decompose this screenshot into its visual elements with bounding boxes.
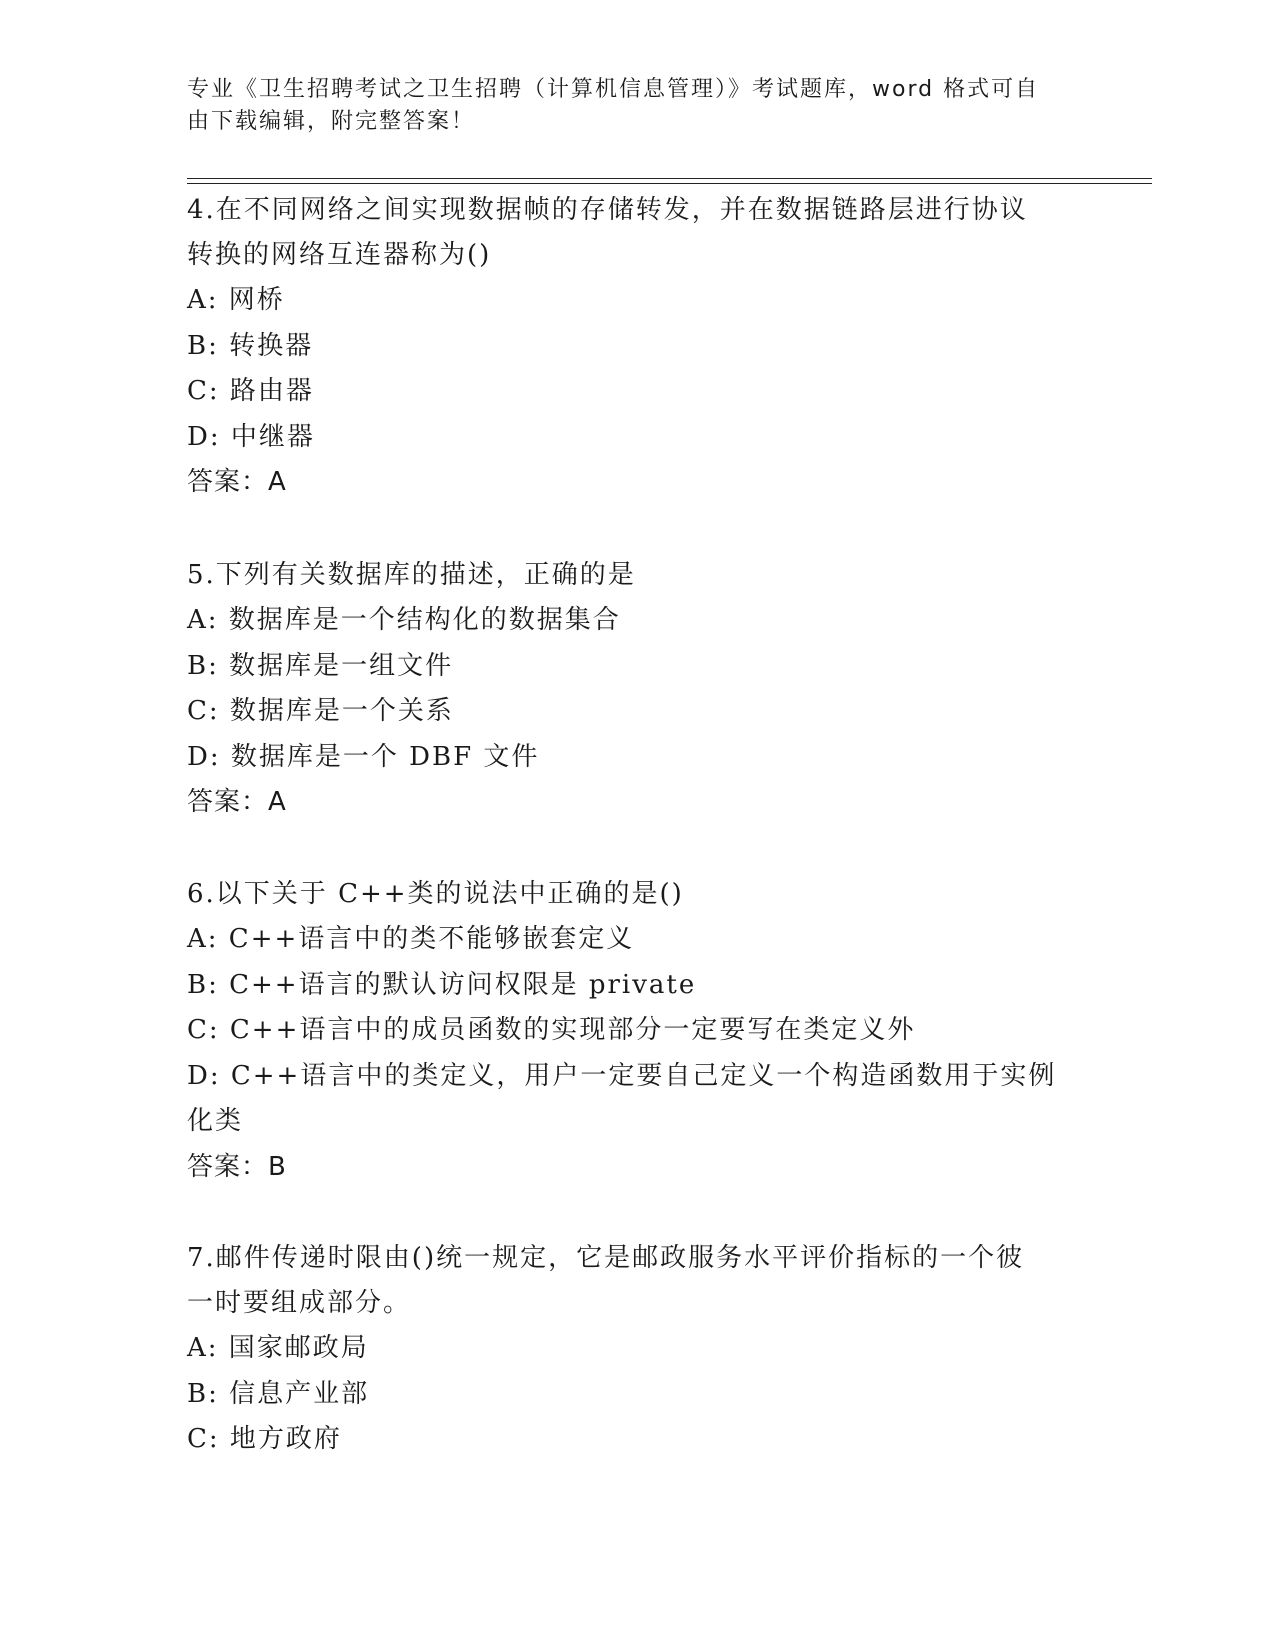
question-4 — [187, 188, 1067, 505]
option-b: B: 信息产业部 — [187, 1378, 370, 1409]
option-d: D: C++语言中的类定义，用户一定要自己定义一个构造函数用于实例 — [187, 1060, 1057, 1091]
answer: 答案：A — [187, 467, 287, 497]
question-5 — [187, 553, 1067, 825]
option-a: A: 国家邮政局 — [187, 1333, 369, 1363]
option-b: B: C++语言的默认访问权限是 private — [187, 969, 697, 1000]
option-a: A: C++语言中的类不能够嵌套定义 — [187, 924, 635, 954]
question-stem-line: 7.邮件传递时限由()统一规定，它是邮政服务水平评价指标的一个彼 — [187, 1243, 1025, 1273]
option-c: C: 地方政府 — [187, 1424, 342, 1454]
header-line-2: 由下载编辑，附完整答案！ — [187, 109, 476, 134]
answer: 答案：A — [187, 787, 287, 817]
question-stem-line: 一时要组成部分。 — [187, 1288, 412, 1318]
question-stem-line: 4.在不同网络之间实现数据帧的存储转发，并在数据链路层进行协议 — [187, 195, 1028, 225]
option-a: A: 数据库是一个结构化的数据集合 — [187, 605, 621, 635]
header-line-1: 专业《卫生招聘考试之卫生招聘（计算机信息管理）》考试题库，word 格式可自 — [187, 77, 1040, 102]
option-d-continued: 化类 — [187, 1106, 244, 1136]
option-d: D: 数据库是一个 DBF 文件 — [187, 741, 540, 772]
option-b: B: 数据库是一组文件 — [187, 650, 454, 681]
option-c: C: 路由器 — [187, 376, 314, 406]
header-divider-top — [187, 178, 1152, 179]
question-stem-line: 转换的网络互连器称为() — [187, 240, 492, 270]
answer: 答案：B — [187, 1151, 287, 1182]
header-divider-bottom — [187, 183, 1152, 184]
option-d: D: 中继器 — [187, 421, 315, 452]
question-6 — [187, 872, 1067, 1190]
document-header — [187, 74, 1067, 138]
option-b: B: 转换器 — [187, 330, 314, 361]
option-c: C: C++语言中的成员函数的实现部分一定要写在类定义外 — [187, 1015, 916, 1045]
question-stem-line: 6.以下关于 C++类的说法中正确的是() — [187, 879, 684, 909]
option-a: A: 网桥 — [187, 285, 285, 315]
option-c: C: 数据库是一个关系 — [187, 696, 454, 726]
question-stem-line: 5.下列有关数据库的描述，正确的是 — [187, 560, 636, 590]
question-7 — [187, 1236, 1067, 1463]
